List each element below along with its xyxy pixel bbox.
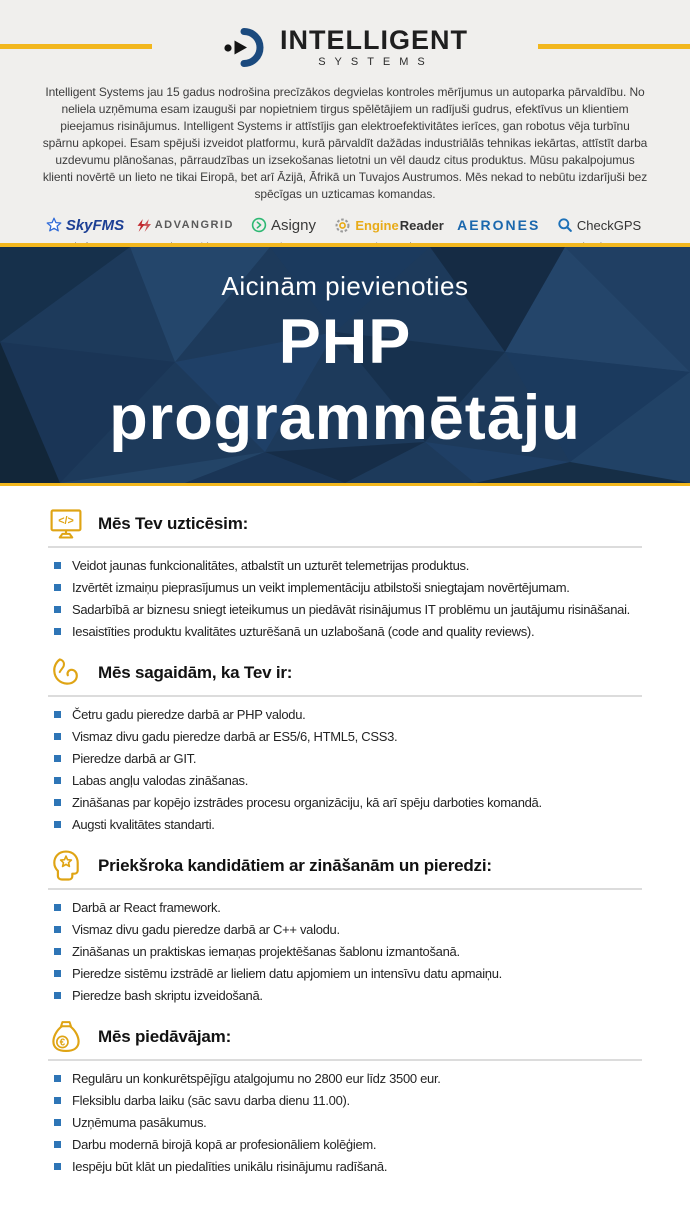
list-item: Pieredze bash skriptu izveidošanā. bbox=[48, 986, 642, 1005]
advangrid-bolt-icon bbox=[136, 218, 151, 233]
list-item: Iesaistīties produktu kvalitātes uzturēšanā un uzlabošanā (code and quality reviews). bbox=[48, 622, 642, 641]
list-item: Darbu modernā birojā kopā ar profesionāliem kolēģiem. bbox=[48, 1135, 642, 1154]
section-heading: Mēs piedāvājam: bbox=[98, 1027, 232, 1046]
code-monitor-icon bbox=[48, 506, 84, 542]
section-heading: Priekšroka kandidātiem ar zināšanām un pieredzi: bbox=[98, 856, 492, 875]
list-item: Pieredze sistēmu izstrādē ar lieliem datu apjomiem un intensīvu datu apmaiņu. bbox=[48, 964, 642, 983]
partner-name: ADVANGRID bbox=[154, 219, 234, 231]
section-offer bbox=[48, 1019, 642, 1176]
partner-name: AERONES bbox=[457, 217, 541, 233]
hero-title-line1: PHP bbox=[278, 307, 412, 377]
list-item: Regulāru un konkurētspējīgu atalgojumu no 2800 eur līdz 3500 eur. bbox=[48, 1069, 642, 1088]
list-item: Uzņēmuma pasākumus. bbox=[48, 1113, 642, 1132]
list-item: Pieredze darbā ar GIT. bbox=[48, 749, 642, 768]
partner-name-reader: Reader bbox=[399, 217, 444, 233]
header-left-rule bbox=[0, 44, 152, 49]
job-details bbox=[0, 486, 690, 1176]
partner-name: SkyFMS bbox=[65, 216, 125, 234]
list-item: Fleksiblu darba laiku (sāc savu darba dienu 11.00). bbox=[48, 1091, 642, 1110]
intelligent-systems-logo-icon bbox=[222, 23, 268, 71]
list-item: Vismaz divu gadu pieredze darbā ar C++ valodu. bbox=[48, 920, 642, 939]
svg-text:€: € bbox=[59, 1037, 66, 1049]
hero-kicker: Aicinām pievienoties bbox=[221, 271, 469, 301]
list-item: Vismaz divu gadu pieredze darbā ar ES5/6, HTML5, CSS3. bbox=[48, 727, 642, 746]
knowledge-head-icon bbox=[48, 848, 84, 884]
header bbox=[0, 0, 690, 243]
checkgps-magnifier-icon bbox=[557, 217, 573, 233]
hero-title-line2: programmētāju bbox=[109, 383, 581, 453]
section-heading: Mēs sagaidām, ka Tev ir: bbox=[98, 663, 293, 682]
brand-name: INTELLIGENT bbox=[280, 25, 468, 55]
brand-subtitle: SYSTEMS bbox=[318, 56, 434, 68]
list-item: Zināšanas un praktiskas iemaņas projektēšanas šablonu izmantošanā. bbox=[48, 942, 642, 961]
list-item: Darbā ar React framework. bbox=[48, 898, 642, 917]
list-item: Veidot jaunas funkcionalitātes, atbalstīt un uzturēt telemetrijas produktus. bbox=[48, 556, 642, 575]
section-responsibilities bbox=[48, 506, 642, 641]
skyfms-star-icon bbox=[46, 217, 62, 233]
hero-banner bbox=[0, 243, 690, 486]
list-item: Labas angļu valodas zināšanas. bbox=[48, 771, 642, 790]
money-bag-icon bbox=[48, 1019, 84, 1055]
muscle-icon bbox=[48, 655, 84, 691]
svg-text:</>: </> bbox=[58, 515, 74, 527]
section-requirements bbox=[48, 655, 642, 834]
partner-name: CheckGPS bbox=[576, 217, 642, 233]
header-right-rule bbox=[538, 44, 690, 49]
list-item: Iespēju būt klāt un piedalīties unikālu risinājumu radīšanā. bbox=[48, 1157, 642, 1176]
list-item: Izvērtēt izmaiņu pieprasījumus un veikt implementāciju atbilstoši sniegtajam novērtējumam. bbox=[48, 578, 642, 597]
section-advantages bbox=[48, 848, 642, 1005]
section-heading: Mēs Tev uzticēsim: bbox=[98, 514, 249, 533]
list-item: Sadarbībā ar biznesu sniegt ieteikumus un piedāvāt risinājumus IT problēmu un jautājumu risināšanai. bbox=[48, 600, 642, 619]
enginereader-gear-icon bbox=[334, 217, 351, 234]
partner-name-engine: Engine bbox=[355, 217, 399, 233]
list-item: Augsti kvalitātes standarti. bbox=[48, 815, 642, 834]
list-item: Četru gadu pieredze darbā ar PHP valodu. bbox=[48, 705, 642, 724]
company-intro: Intelligent Systems jau 15 gadus nodrošina precīzākos degvielas kontroles mērījumus un autoparka pārvaldību. No neliela uzņēmuma esam izauguši par nopietniem tirgus spēlētājiem un radījuši gudrus, efektīvus un klientiem pieejamus risinājumus. Intelligent Systems ir attīstījis gan elektroefektivitātes ierīces, gan robotus vēja turbīnu spārnu apkopei. Esam spējuši izveidot platformu, kurā pārvaldīt dažādas industriālās tehnikas iekārtas, attīstīt darba uzdevumu plānošanas, pārraudzības un izsekošanas lietotni un vēl daudz citus produktus. Mūsu pakalpojumus klienti novērtē un lieto ne tikai Eiropā, bet arī Āzijā, Āfrikā un Tuvajos Austrumos. Mēs nekad to nebūtu izdarījuši bez spēcīgas un uzticamas komandas. bbox=[42, 85, 648, 201]
partner-name: Asigny bbox=[270, 216, 316, 234]
list-item: Zināšanas par kopējo izstrādes procesu organizāciju, kā arī spēju darboties komandā. bbox=[48, 793, 642, 812]
asigny-circle-icon bbox=[251, 217, 267, 233]
